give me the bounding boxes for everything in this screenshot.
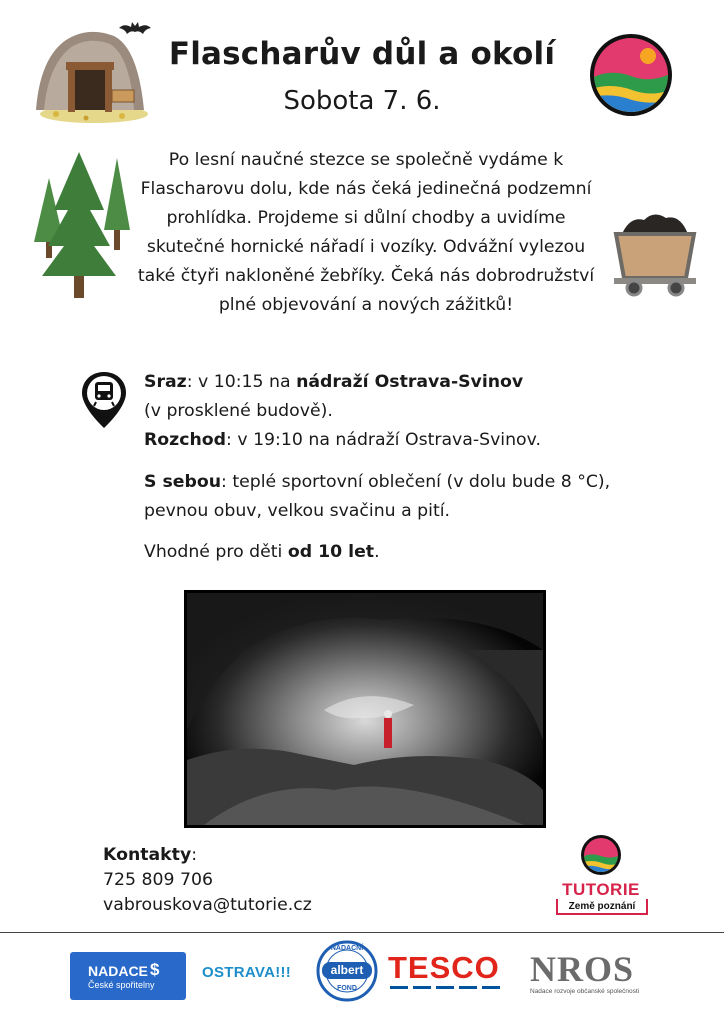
event-date: Sobota 7. 6. bbox=[283, 86, 441, 116]
tutorie-name: TUTORIE bbox=[562, 880, 640, 899]
albert-top: NADAČNÍ bbox=[330, 945, 364, 952]
mine-cart-illustration bbox=[610, 208, 700, 300]
contact-phone: 725 809 706 bbox=[103, 870, 213, 890]
trees-illustration bbox=[34, 150, 130, 300]
age-text: Vhodné pro děti bbox=[144, 542, 288, 562]
age-bold: od 10 let bbox=[287, 542, 375, 562]
contacts-heading bbox=[103, 843, 312, 868]
meet-line bbox=[144, 368, 614, 397]
end-text: : v 19:10 na nádraží Ostrava-Svinov. bbox=[226, 430, 541, 450]
page-title: Flascharův důl a okolí bbox=[168, 36, 556, 72]
contacts-colon: : bbox=[191, 845, 198, 865]
nadace-sub: České spořitelny bbox=[88, 980, 155, 990]
nros-sub: Nadace rozvoje občanské společnosti bbox=[530, 988, 640, 995]
ostrava-logo: OSTRAVA!!! bbox=[202, 964, 292, 981]
end-line bbox=[144, 426, 614, 455]
albert-mid: albert bbox=[322, 962, 372, 979]
tutorie-small-logo-icon bbox=[580, 834, 622, 876]
tesco-logo: TESCO bbox=[388, 950, 500, 985]
albert-bottom: FOND bbox=[337, 985, 357, 992]
bring-label: S sebou bbox=[144, 472, 222, 492]
nadace-main: NADACE bbox=[88, 963, 148, 979]
nadace-s-icon: $ bbox=[150, 960, 160, 979]
nros-logo: NROS bbox=[530, 949, 635, 989]
meet-place: nádraží Ostrava-Svinov bbox=[296, 372, 524, 392]
contacts-block bbox=[103, 843, 312, 918]
cave-photo bbox=[184, 590, 546, 828]
intro-paragraph: Po lesní naučné stezce se společně vydáme k Flascharovu dolu, kde nás čeká jedinečná podzemní prohlídka. Projdeme si důlní chodby a uvidíme skutečné hornické nářadí i vozíky. Odvážní vylezou také čtyři nakloněné žebříky. Čeká nás dobrodružství plné objevování a nových zážitků! bbox=[137, 150, 595, 315]
tesco-stripes-icon bbox=[390, 986, 500, 994]
train-location-icon bbox=[80, 370, 128, 430]
footer-divider bbox=[0, 932, 724, 933]
contacts-label: Kontakty bbox=[103, 845, 192, 865]
end-label: Rozchod bbox=[144, 430, 227, 450]
age-info bbox=[144, 538, 614, 567]
meet-label: Sraz bbox=[144, 372, 187, 392]
age-suffix: . bbox=[374, 542, 380, 562]
meeting-info bbox=[144, 368, 614, 455]
bring-text: : teplé sportovní oblečení (v dolu bude 8 °C), pevnou obuv, velkou svačinu a pití. bbox=[144, 472, 611, 521]
nadace-cs-logo bbox=[70, 952, 186, 1000]
contact-email: vabrouskova@tutorie.cz bbox=[103, 895, 312, 915]
meet-note: (v prosklené budově). bbox=[144, 401, 333, 421]
tutorie-tagline: Země poznání bbox=[556, 899, 648, 915]
meet-time: : v 10:15 na bbox=[186, 372, 297, 392]
tutorie-logo-icon bbox=[588, 32, 674, 118]
bring-info bbox=[144, 468, 614, 526]
